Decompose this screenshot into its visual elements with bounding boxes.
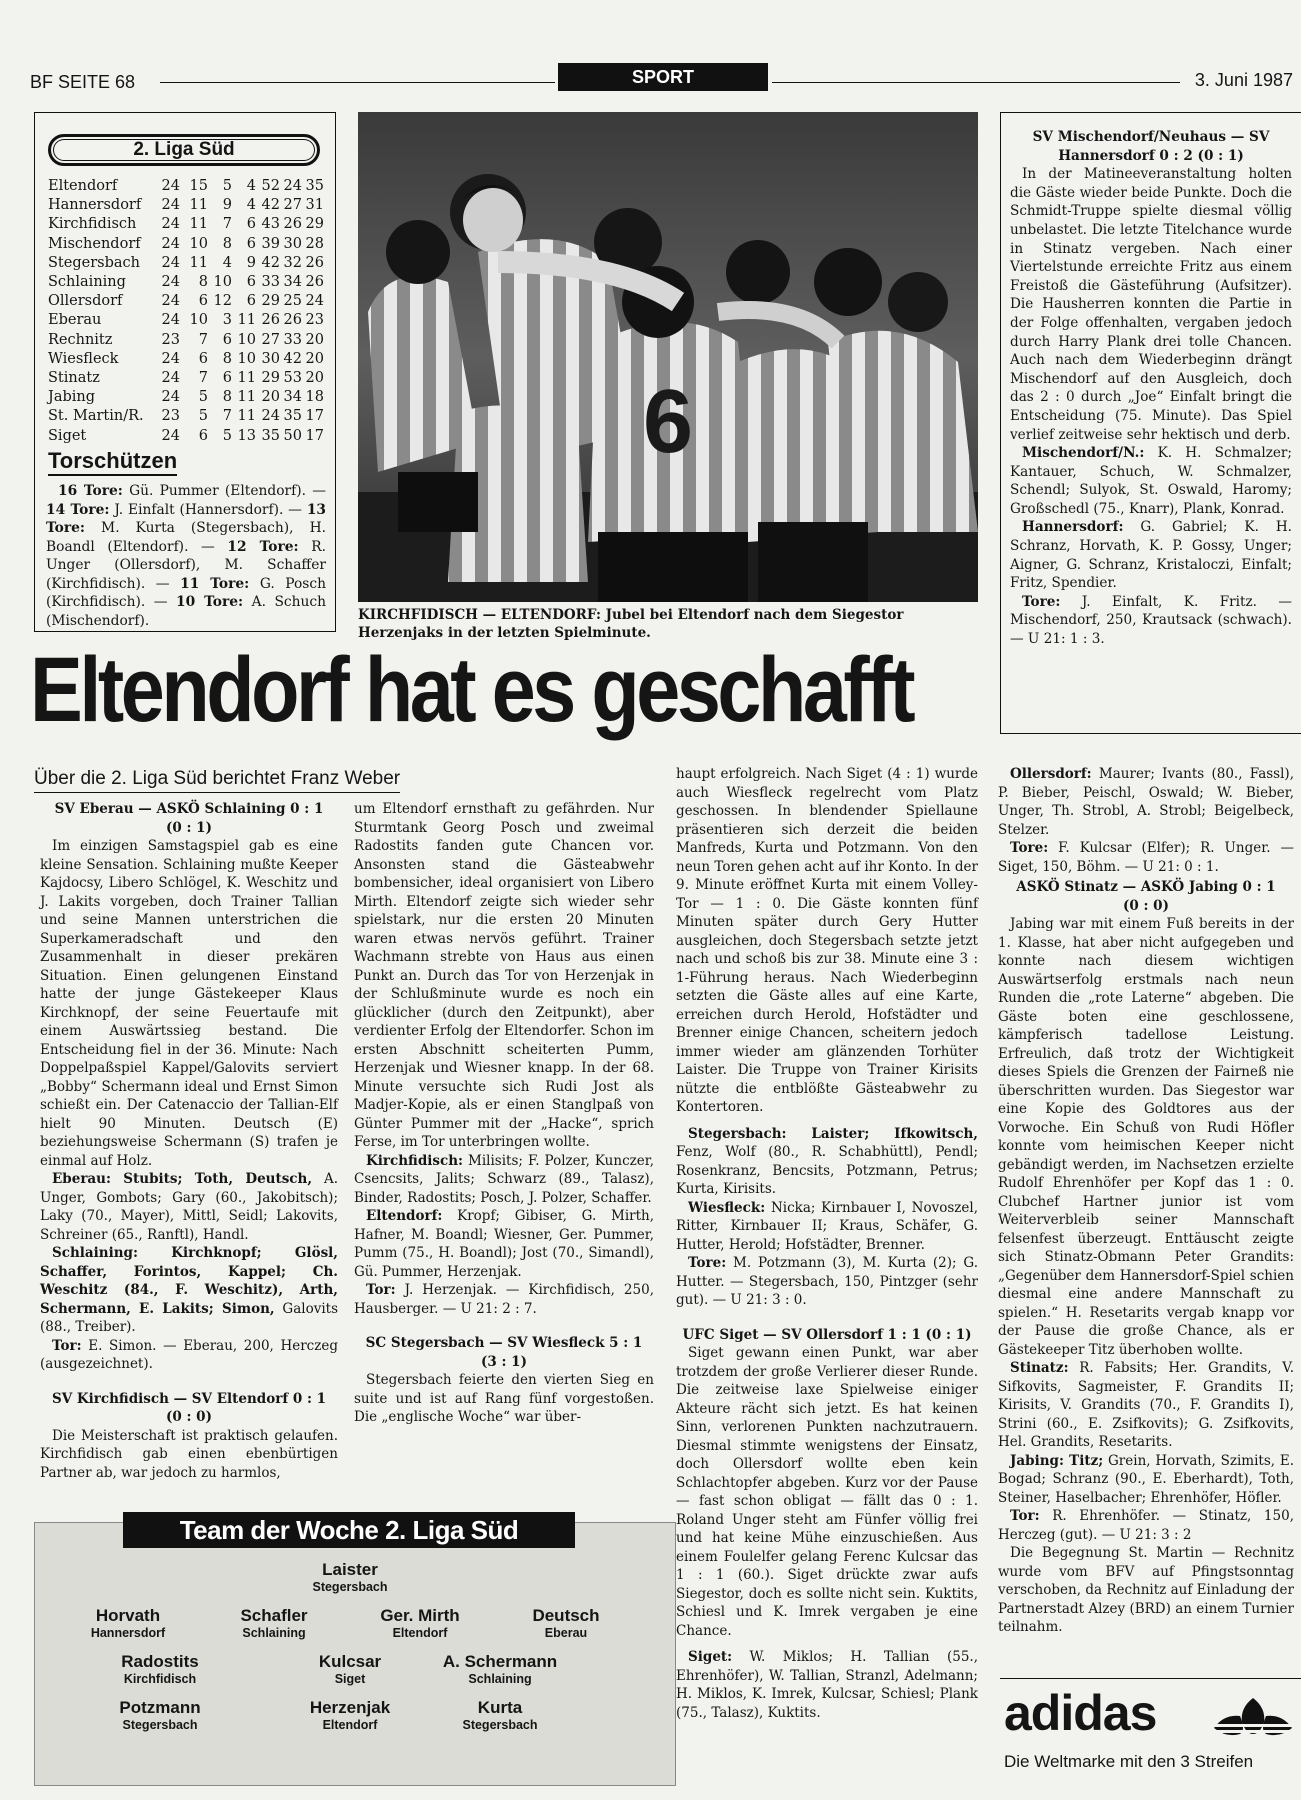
table-cell: 6 [198, 427, 208, 444]
table-cell: 11 [237, 408, 256, 425]
ad-rule [1000, 1678, 1301, 1679]
table-row [48, 255, 324, 275]
article-column-3 [676, 765, 978, 1722]
team-name: Eberau [48, 312, 102, 329]
table-cell: 10 [213, 274, 232, 290]
table-cell: 42 [261, 254, 280, 271]
table-cell: 6 [198, 293, 208, 310]
issue-date: 3. Juni 1987 [1194, 70, 1293, 90]
table-cell: 6 [246, 216, 256, 233]
table-cell: 33 [261, 274, 280, 290]
table-cell: 6 [246, 274, 256, 290]
team-name: Eltendorf [48, 178, 118, 194]
table-cell: 26 [283, 216, 302, 233]
table-row [48, 389, 324, 409]
table-cell: 7 [198, 331, 208, 348]
table-cell: 26 [261, 312, 280, 329]
table-cell: 6 [198, 350, 208, 367]
table-cell: 10 [189, 312, 208, 329]
table-cell: 18 [305, 389, 324, 406]
table-cell: 27 [261, 331, 280, 348]
table-cell: 24 [161, 197, 180, 214]
table-cell: 39 [261, 235, 280, 252]
table-cell: 24 [161, 427, 180, 444]
page-number: BF SEITE 68 [30, 72, 136, 92]
sidebar-match-heading: SV Mischendorf/Neuhaus — SV Hannersdorf 0 : 2 (0 : 1) [1032, 129, 1270, 164]
goals-line: Tore: M. Potzmann (3), M. Kurta (2); G. Hutter. — Stegersbach, 150, Pintzger (sehr gut). — U 21: 3 : 0. [676, 1255, 978, 1308]
table-cell: 24 [161, 312, 180, 329]
player-name: Horvath [95, 1606, 161, 1625]
table-cell: 35 [305, 178, 324, 194]
table-row [48, 428, 324, 448]
lineup: Wiesfleck: Nicka; Kirnbauer I, Novoszel, Ritter, Kirnbauer II; Kraus, Schäfer, G. Hutter, Herold; Hofstädter, Brenner. [676, 1199, 978, 1253]
table-cell: 10 [189, 235, 208, 252]
table-cell: 17 [305, 408, 324, 425]
table-row [48, 178, 324, 198]
team-name: Stegersbach [48, 254, 140, 271]
match-report: Im einzigen Samstagspiel gab es eine kleine Sensation. Schlaining mußte Keeper Kajdocsy, Libero Schlögel, K. Weschitz und J. Lakits vorgeben, doch Trainer Tallian und seine Mannen unterstrichen die Superkameradschaft und den Zusammenhalt in dieser prekären Situation. Einen gelungenen Einstand hatte der junge Gästekeeper Klaus Kirchknopf, der seine Feuertaufe mit einem Auswärtssieg bestand. Die Entscheidung fiel in der 36. Minute: Nach Doppelpaßspiel Kappel/Galovits serviert „Bobby“ Schermann ideal und Ernst Simon schießt ein. Der Catenaccio der Tallian-Elf hielt 90 Minuten. Deutsch (E) beziehungsweise Schermann (S) trafen je einmal auf Holz. [40, 838, 338, 1169]
table-cell: 43 [261, 216, 280, 233]
table-row [48, 216, 324, 236]
table-cell: 24 [161, 350, 180, 367]
table-cell: 20 [261, 389, 280, 406]
table-cell: 5 [198, 389, 208, 406]
goals-line: Tor: J. Herzenjak. — Kirchfidisch, 250, Hausberger. — U 21: 2 : 7. [354, 1282, 654, 1317]
team-name: Siget [48, 427, 87, 444]
table-cell: 3 [222, 312, 232, 329]
sidebar-lineup-away: Hannersdorf: G. Gabriel; K. H. Schranz, Horvath, K. P. Gossy, Unger; Aigner, G. Schranz, Kristaloczi, Einfalt; Fritz, Spendier. [1010, 519, 1292, 592]
photo-caption-text: Jubel bei Eltendorf nach dem Siegestor Herzenjaks in der letzten Spielminute. [358, 607, 904, 641]
team-of-the-week-title: Team der Woche 2. Liga Süd [123, 1512, 575, 1548]
table-cell: 24 [161, 178, 180, 194]
header-rule-right [772, 82, 1180, 83]
lineup: Stinatz: R. Fabsits; Her. Grandits, V. Sifkovits, Sagmeister, F. Grandits II; Kirisits, V. Grandits (70., F. Grandits I), Strini (60., E. Zsifkovits); G. Zsifkovits, Hel. Grandits, Resetarits. [998, 1360, 1294, 1450]
table-cell: 35 [261, 427, 280, 444]
byline: Über die 2. Liga Süd berichtet Franz Weber [34, 768, 400, 793]
table-cell: 8 [198, 274, 208, 290]
table-cell: 52 [261, 178, 280, 194]
lineup: Eberau: Stubits; Toth, Deutsch, A. Unger, Gombots; Gary (60., Jakobitsch); Laky (70., Mayer), Mittl, Seidl; Lakovits, Schreiner (65., Ranftl), Handl. [40, 1171, 338, 1243]
lineup: Eltendorf: Kropf; Gibiser, G. Mirth, Hafner, M. Boandl; Wiesner, Ger. Pummer, Pumm (75., H. Boandl); Jost (70., Simandl), Gü. Pummer, Herzenjak. [354, 1208, 654, 1280]
team-player [270, 1560, 430, 1595]
team-player [420, 1698, 580, 1733]
table-cell: 11 [237, 370, 256, 386]
sidebar-paragraph: In der Matineeveranstaltung holten die Gäste wieder beide Punkte. Doch die Schmidt-Truppe spielte diesmal völlig unbelastet. Die letzte Titelchance wurde in Stinatz vergeben. Nach einer Viertelstunde erreichte Fritz aus einem Freistoß die Gästeführung (Aufsitzer). Die Hausherren konnten die Partie in der Folge offenhalten, vergaben jedoch durch Harry Plank drei tolle Chancen. Auch nach dem Wiederbeginn drängt Mischendorf auf den Ausgleich, doch das 2 : 0 durch „Joe“ Einfalt bringt die Entscheidung (75. Minute). Das Spiel verlief zeitweise sehr hektisch und derb. [1010, 166, 1292, 443]
table-cell: 24 [261, 408, 280, 425]
match-report: Stegersbach feierte den vierten Sieg en suite und ist auf Rang fünf vorgestoßen. Die „englische Woche“ war über- [354, 1372, 654, 1425]
table-cell: 26 [305, 274, 324, 290]
player-name: A. Schermann [442, 1652, 558, 1671]
table-cell: 8 [222, 235, 232, 252]
table-row [48, 293, 324, 313]
table-cell: 24 [161, 293, 180, 310]
table-cell: 34 [283, 274, 302, 290]
ad-slogan: Die Weltmarke mit den 3 Streifen [1004, 1752, 1254, 1771]
article-column-2 [354, 800, 654, 1427]
table-row [48, 370, 324, 390]
team-name: Wiesfleck [48, 350, 119, 367]
match-halftime: (3 : 1) [481, 1353, 527, 1370]
player-club: Kirchfidisch [123, 1672, 197, 1686]
table-cell: 7 [222, 216, 232, 233]
match-halftime: (0 : 0) [1123, 897, 1169, 914]
table-cell: 31 [305, 197, 324, 214]
league-table-title: 2. Liga Süd [48, 134, 320, 166]
scorers-title: Torschützen [48, 448, 177, 476]
table-row [48, 351, 324, 371]
table-row [48, 408, 324, 428]
table-cell: 6 [246, 293, 256, 310]
table-cell: 4 [246, 178, 256, 194]
table-cell: 9 [222, 197, 232, 214]
team-name: Schlaining [48, 274, 126, 290]
table-cell: 53 [283, 370, 302, 386]
table-cell: 5 [222, 427, 232, 444]
scorers-text: 16 Tore: Gü. Pummer (Eltendorf). — 14 Tore: J. Einfalt (Hannersdorf). — 13 Tore: M. Kurta (Stegersbach), H. Boandl (Eltendorf). — 12 Tore: R. Unger (Ollersdorf), M. Schaffer (Kirchfidisch). — 11 Tore: G. Posch (Kirchfidisch). — 10 Tore: A. Schuch (Mischendorf). [46, 483, 327, 629]
table-cell: 24 [305, 293, 324, 310]
table-row [48, 332, 324, 352]
player-name: Herzenjak [309, 1698, 391, 1717]
table-cell: 7 [198, 370, 208, 386]
player-name: Radostits [121, 1652, 199, 1671]
table-cell: 8 [222, 350, 232, 367]
table-cell: 25 [283, 293, 302, 310]
team-player [270, 1652, 430, 1687]
player-club: Stegersbach [312, 1580, 388, 1594]
sidebar-report [1010, 128, 1292, 649]
match-heading: UFC Siget — SV Ollersdorf 1 : 1 (0 : 1) [682, 1326, 972, 1343]
player-name: Kurta [477, 1698, 523, 1717]
table-cell: 7 [222, 408, 232, 425]
table-cell: 11 [237, 312, 256, 329]
match-halftime: (0 : 1) [166, 819, 212, 836]
table-cell: 34 [283, 389, 302, 406]
match-report: haupt erfolgreich. Nach Siget (4 : 1) wurde auch Wiesfleck regelrecht vom Platz geschossen. In blendender Spiellaune präsentieren sich derzeit die beiden Manfreds, Kurta und Potzmann. Von den neun Toren gehen acht auf ihr Konto. In der 9. Minute eröffnet Kurta mit einem Volley-Tor — 1 : 0. Die Gäste konnten fünf Minuten später durch Gery Hutter ausgleichen, doch Stegersbach setzte jetzt nach und schoß bis zur 38. Minute eine 3 : 1-Führung heraus. Nach Wiederbeginn setzten die Gäste alles auf eine Karte, erreichen durch Herold, Hofstädter und Brenner einige Chancen, scheitern jedoch immer wieder am glänzenden Torhüter Laister. Die Truppe von Trainer Kirisits nützte die entblößte Gästeabwehr zu Kontertoren. [676, 766, 978, 1115]
trefoil-icon [1210, 1690, 1296, 1742]
jersey-number: 6 [643, 372, 694, 472]
table-cell: 17 [305, 427, 324, 444]
sidebar-goals: Tore: J. Einfalt, K. Fritz. — Mischendorf, 250, Krautsack (schwach). — U 21: 1 : 3. [1010, 593, 1292, 648]
team-player [80, 1698, 240, 1733]
goals-line: Tor: R. Ehrenhöfer. — Stinatz, 150, Herczeg (gut). — U 21: 3 : 2 [998, 1508, 1294, 1543]
match-report: um Eltendorf ernsthaft zu gefährden. Nur Sturmtank Georg Posch und zweimal Radostits fanden gute Chancen vor. Ansonsten stand die Gästeabwehr bombensicher, ideal organisiert von Libero Mirth. Eltendorf zeigte sich wieder sehr spielstark, nur die ersten 20 Minuten waren etwas nervös geführt. Trainer Wachmann strebte von Haus aus einen Punkt an. Durch das Tor von Herzenjak in der Schlußminute wurde es noch ein glücklicher (durch den Zeitpunkt), aber verdienter Erfolg der Eltendorfer. Schon im ersten Abschnitt scheiterten Pumm, Herzenjak und Wiesner knapp. In der 68. Minute versuchte sich Rudi Jost als Madjer-Kopie, als er einen Stanglpaß von Günter Pummer mit der „Hacke“, sprich Ferse, im Tor unterbringen wollte. [354, 801, 654, 1150]
table-cell: 29 [261, 370, 280, 386]
celebration-photo-image [358, 112, 978, 602]
table-cell: 27 [283, 197, 302, 214]
table-cell: 4 [246, 197, 256, 214]
table-cell: 10 [237, 350, 256, 367]
goals-line: Tor: E. Simon. — Eberau, 200, Herczeg (ausgezeichnet). [40, 1337, 338, 1372]
table-cell: 24 [161, 235, 180, 252]
player-club: Schlaining [468, 1672, 532, 1686]
table-cell: 24 [161, 370, 180, 386]
lineup: Jabing: Titz; Grein, Horvath, Szimits, E. Bogad; Schranz (90., E. Eberhardt), Toth, Steiner, Haselbacher; Ehrenhöfer, Höfler. [998, 1452, 1294, 1506]
team-player [420, 1652, 580, 1687]
photo-caption-lead: KIRCHFIDISCH — ELTENDORF: [358, 607, 601, 623]
player-name: Ger. Mirth [380, 1606, 460, 1625]
table-cell: 26 [283, 312, 302, 329]
match-heading: SC Stegersbach — SV Wiesfleck 5 : 1 [365, 1335, 643, 1351]
lineup: Stegersbach: Laister; Ifkowitsch, Fenz, Wolf (80., R. Schabhüttl), Pendl; Rosenkranz, Bencsits, Potzmann, Petrus; Kurta, Kirisits. [676, 1125, 978, 1197]
player-club: Stegersbach [462, 1718, 538, 1732]
table-cell: 20 [305, 370, 324, 386]
table-cell: 20 [305, 350, 324, 367]
sidebar-lineup-home: Mischendorf/N.: K. H. Schmalzer; Kantauer, Schuch, W. Schmalzer, Schendl; Sulyok, St. Oswald, Haromy; Großschedl (75., Knarr), Plank, Konrad. [1010, 445, 1292, 517]
headline: Eltendorf hat es geschafft [30, 639, 913, 741]
lineup: Ollersdorf: Maurer; Ivants (80., Fassl), P. Bieber, Peischl, Oswald; W. Bieber, Unger, Th. Strobl, A. Strobl; Beigelbeck, Stelzer. [998, 766, 1294, 838]
team-player [340, 1606, 500, 1641]
table-cell: 12 [213, 293, 232, 310]
table-cell: 24 [161, 274, 180, 290]
player-club: Eberau [544, 1626, 588, 1640]
team-player [194, 1606, 354, 1641]
player-club: Eltendorf [392, 1626, 448, 1640]
table-cell: 6 [246, 235, 256, 252]
table-row [48, 312, 324, 332]
table-cell: 11 [189, 197, 208, 214]
table-cell: 24 [161, 216, 180, 233]
table-cell: 32 [283, 254, 302, 271]
table-cell: 8 [222, 389, 232, 406]
table-cell: 10 [237, 331, 256, 348]
table-row [48, 236, 324, 256]
table-cell: 33 [283, 331, 302, 348]
player-club: Siget [334, 1672, 366, 1686]
adidas-logo: adidas [1004, 1685, 1157, 1741]
table-cell: 28 [305, 235, 324, 252]
team-name: Ollersdorf [48, 293, 123, 310]
table-cell: 50 [283, 427, 302, 444]
table-cell: 5 [198, 408, 208, 425]
player-club: Schlaining [242, 1626, 306, 1640]
table-cell: 6 [222, 331, 232, 348]
player-name: Deutsch [532, 1606, 600, 1625]
match-halftime: (0 : 0) [166, 1409, 212, 1425]
table-cell: 11 [189, 216, 208, 233]
team-player [80, 1652, 240, 1687]
match-heading: SV Eberau — ASKÖ Schlaining 0 : 1 [54, 801, 324, 817]
goals-line: Tore: F. Kulcsar (Elfer); R. Unger. — Siget, 150, Böhm. — U 21: 0 : 1. [998, 840, 1294, 875]
team-name: Hannersdorf [48, 197, 142, 214]
table-cell: 15 [189, 178, 208, 194]
lineup: Kirchfidisch: Milisits; F. Polzer, Kunczer, Csencsits, Jalits; Schwarz (89., Talasz), Binder, Radostits; Posch, J. Polzer, Schaffer. [354, 1152, 654, 1206]
table-cell: 20 [305, 331, 324, 348]
photo-caption [358, 606, 978, 642]
player-name: Kulcsar [318, 1652, 382, 1671]
player-club: Hannersdorf [90, 1626, 166, 1640]
player-name: Schafler [240, 1606, 308, 1625]
section-label: SPORT [558, 63, 768, 91]
table-cell: 26 [305, 254, 324, 271]
team-player [48, 1606, 208, 1641]
table-cell: 24 [161, 389, 180, 406]
table-cell: 35 [283, 408, 302, 425]
player-name: Potzmann [119, 1698, 201, 1717]
table-cell: 23 [305, 312, 324, 329]
match-report: Die Meisterschaft ist praktisch gelaufen. Kirchfidisch gab einen ebenbürtigen Partner ab, war jedoch zu harmlos, [40, 1427, 338, 1481]
table-cell: 13 [237, 427, 256, 444]
team-name: Kirchfidisch [48, 216, 137, 233]
team-player [486, 1606, 646, 1641]
team-name: Stinatz [48, 370, 100, 386]
table-cell: 11 [237, 389, 256, 406]
header-rule-left [160, 82, 555, 83]
table-cell: 30 [261, 350, 280, 367]
table-cell: 29 [305, 216, 324, 233]
table-cell: 4 [222, 254, 232, 271]
match-report: Jabing war mit einem Fuß bereits in der 1. Klasse, hat aber nicht aufgegeben und konnte nach diesem wichtigen Auswärtserfolg erstmals nach neun Runden die „rote Laterne“ abgeben. Die Gäste boten eine geschlossene, kämpferisch tadellose Leistung. Erfreulich, daß trotz der Wichtigkeit dieses Spiels die Grenzen der Fairneß nie überschritten wurden. Das Siegestor war eine Kopie des Goldtores aus der Vorwoche. Ein Schuß von Rudi Höfler konnte vom heimischen Keeper nicht gebändigt werden, im Nachsetzen erzielte Rudolf Ehrenhöfer per Kopf das 1 : 0. Clubchef Hartner junior ist vom Weiterverbleib seiner Mannschaft felsenfest überzeugt. Enttäuscht zeigte sich Stinatz-Obmann Peter Grandits: „Gegenüber dem Hannersdorf-Spiel schien diesmal eine andere Mannschaft zu spielen.“ H. Resetarits vergab knapp vor der Pause die große Chance, als er Gästekeeper Titz überhoben wollte. [998, 916, 1294, 1358]
article-column-4 [998, 765, 1294, 1637]
match-report: Siget gewann einen Punkt, war aber trotzdem der große Verlierer dieser Runde. Die zeitweise laxe Spielweise einiger Akteure rächt sich jetzt. Es hat keinen Sinn, verlorenen Punkten nachzutrauern. Diesmal stimmte wenigstens der Einsatz, doch Ollersdorf wollte eben kein Schlachtopfer abgeben. Kurz vor der Pause — fast schon obligat — fällt das 0 : 1. Roland Unger steht am Fünfer völlig frei und hat keine Mühe einzuschießen. Aus einem Foulelfer gelang Ferenc Kulcsar das 1 : 1 (60.). Siget drückte zwar aufs Siegestor, doch es sollte nicht sein. Kuktits, Schiesl und K. Imrek vergaben je eine Chance. [676, 1345, 978, 1639]
table-cell: 23 [161, 408, 180, 425]
match-heading: SV Kirchfidisch — SV Eltendorf 0 : 1 [51, 1390, 327, 1407]
table-row [48, 274, 324, 294]
player-club: Stegersbach [122, 1718, 198, 1732]
table-cell: 5 [222, 178, 232, 194]
team-name: St. Martin/R. [48, 408, 144, 425]
table-row [48, 197, 324, 217]
match-heading: ASKÖ Stinatz — ASKÖ Jabing 0 : 1 [1016, 879, 1276, 895]
table-cell: 11 [189, 254, 208, 271]
table-cell: 30 [283, 235, 302, 252]
team-name: Rechnitz [48, 331, 113, 348]
article-column-1 [40, 800, 338, 1482]
table-cell: 23 [161, 331, 180, 348]
table-cell: 24 [161, 254, 180, 271]
player-club: Eltendorf [322, 1718, 378, 1732]
team-name: Jabing [48, 389, 95, 406]
table-cell: 9 [246, 254, 256, 271]
table-cell: 42 [283, 350, 302, 367]
lineup: Schlaining: Kirchknopf; Glösl, Schaffer, Forintos, Kappel; Ch. Weschitz (84., F. Weschitz), Arth, Schermann, E. Lakits; Simon, Galovits (88., Treiber). [40, 1245, 338, 1335]
match-photo [358, 112, 978, 602]
match-report: Die Begegnung St. Martin — Rechnitz wurde vom BFV auf Pfingstsonntag verschoben, da Rechnitz auf Einladung der Partnerstadt Alzey (BRD) an einem Turnier teilnahm. [998, 1545, 1294, 1635]
table-cell: 42 [261, 197, 280, 214]
player-name: Laister [322, 1560, 378, 1579]
team-name: Mischendorf [48, 235, 141, 252]
table-cell: 29 [261, 293, 280, 310]
team-player [270, 1698, 430, 1733]
table-cell: 6 [222, 370, 232, 386]
table-cell: 24 [283, 178, 302, 194]
lineup: Siget: W. Miklos; H. Tallian (55., Ehrenhöfer), W. Tallian, Stranzl, Adelmann; H. Miklos, K. Imrek, Kulcsar, Schiesl; Plank (75., Talasz), Kuktits. [676, 1649, 978, 1721]
